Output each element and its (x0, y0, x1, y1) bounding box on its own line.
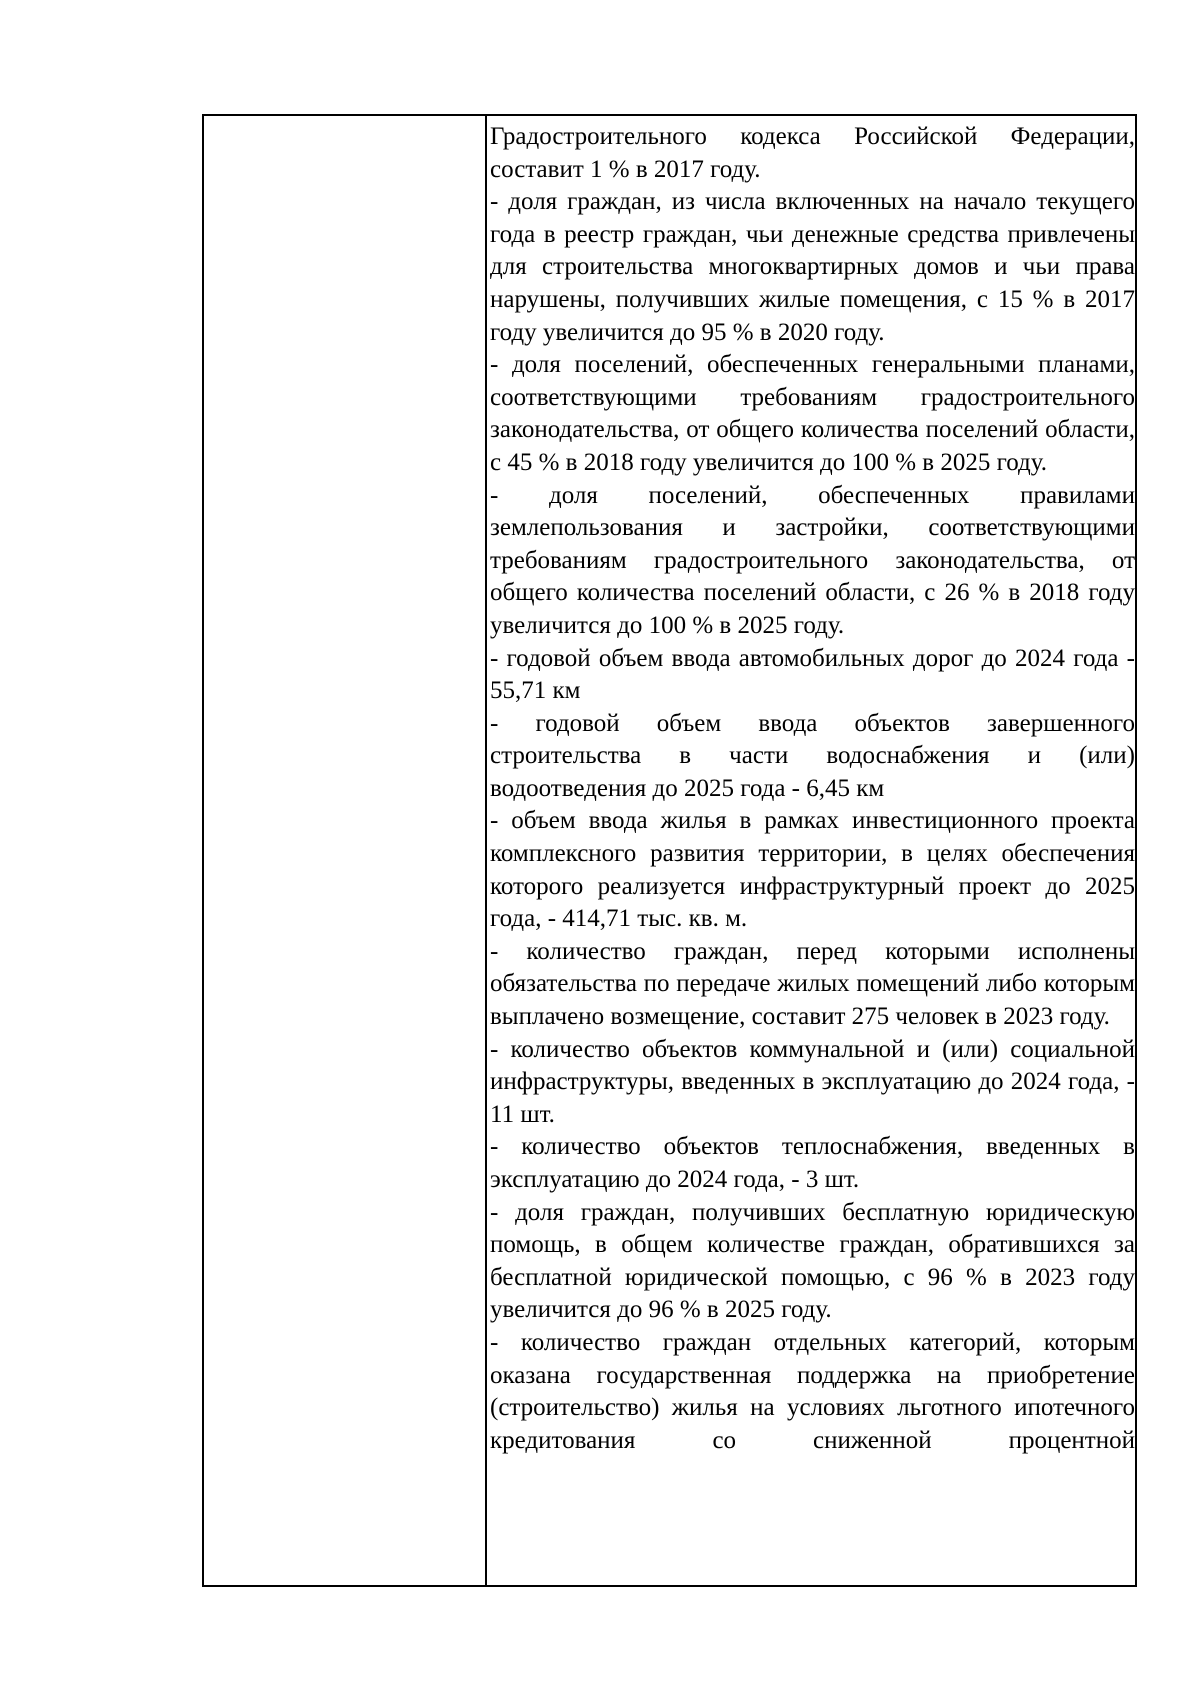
paragraph: - объем ввода жилья в рамках инвестиционного проекта комплексного развития территории, в целях обеспечения которого реализуется инфраструктурный проект до 2025 года, - 414,71 тыс. кв. м. (490, 807, 1135, 933)
paragraph: - количество граждан, перед которыми исполнены обязательства по передаче жилых помещений либо которым выплачено возмещение, составит 275 человек в 2023 году. (490, 937, 1135, 1031)
paragraph: - доля граждан, получивших бесплатную юридическую помощь, в общем количестве граждан, обратившихся за бесплатной юридической помощью, с 96 % в 2023 году увеличится до 96 % в 2025 году. (490, 1198, 1135, 1324)
paragraph: - годовой объем ввода объектов завершенного строительства в части водоснабжения и (или) водоотведения до 2025 года - 6,45 км (490, 709, 1135, 802)
paragraph: - количество объектов коммунальной и (или) социальной инфраструктуры, введенных в эксплуатацию до 2024 года, - 11 шт. (490, 1035, 1135, 1128)
paragraph: - доля поселений, обеспеченных правилами землепользования и застройки, соответствующими требованиям градостроительного законодательства, от общего количества поселений области, с 26 % в 2018 году увеличится до 100 % в 2025 году. (490, 481, 1135, 639)
table-left-cell (204, 116, 487, 1585)
paragraph: - количество объектов теплоснабжения, введенных в эксплуатацию до 2024 года, - 3 шт. (490, 1133, 1135, 1193)
paragraph: - годовой объем ввода автомобильных дорог до 2024 года - 55,71 км (490, 644, 1135, 705)
paragraph: - доля поселений, обеспеченных генеральными планами, соответствующими требованиям градостроительного законодательства, от общего количества поселений области, с 45 % в 2018 году увеличится до 100 % в 2025 году. (490, 351, 1135, 476)
table-right-cell (487, 116, 1135, 1585)
paragraph: - доля граждан, из числа включенных на начало текущего года в реестр граждан, чьи денежные средства привлечены для строительства многоквартирных домов и чьи права нарушены, получивших жилые помещения, с 15 % в 2017 году увеличится до 95 % в 2020 году. (490, 188, 1135, 346)
document-table (202, 114, 1137, 1587)
paragraph: - количество граждан отдельных категорий, которым оказана государственная поддержка на приобретение (строительство) жилья на условиях льготного ипотечного кредитования со сниженной процентной (490, 1328, 1135, 1454)
paragraph: Градостроительного кодекса Российской Федерации, составит 1 % в 2017 году. (490, 123, 1135, 183)
